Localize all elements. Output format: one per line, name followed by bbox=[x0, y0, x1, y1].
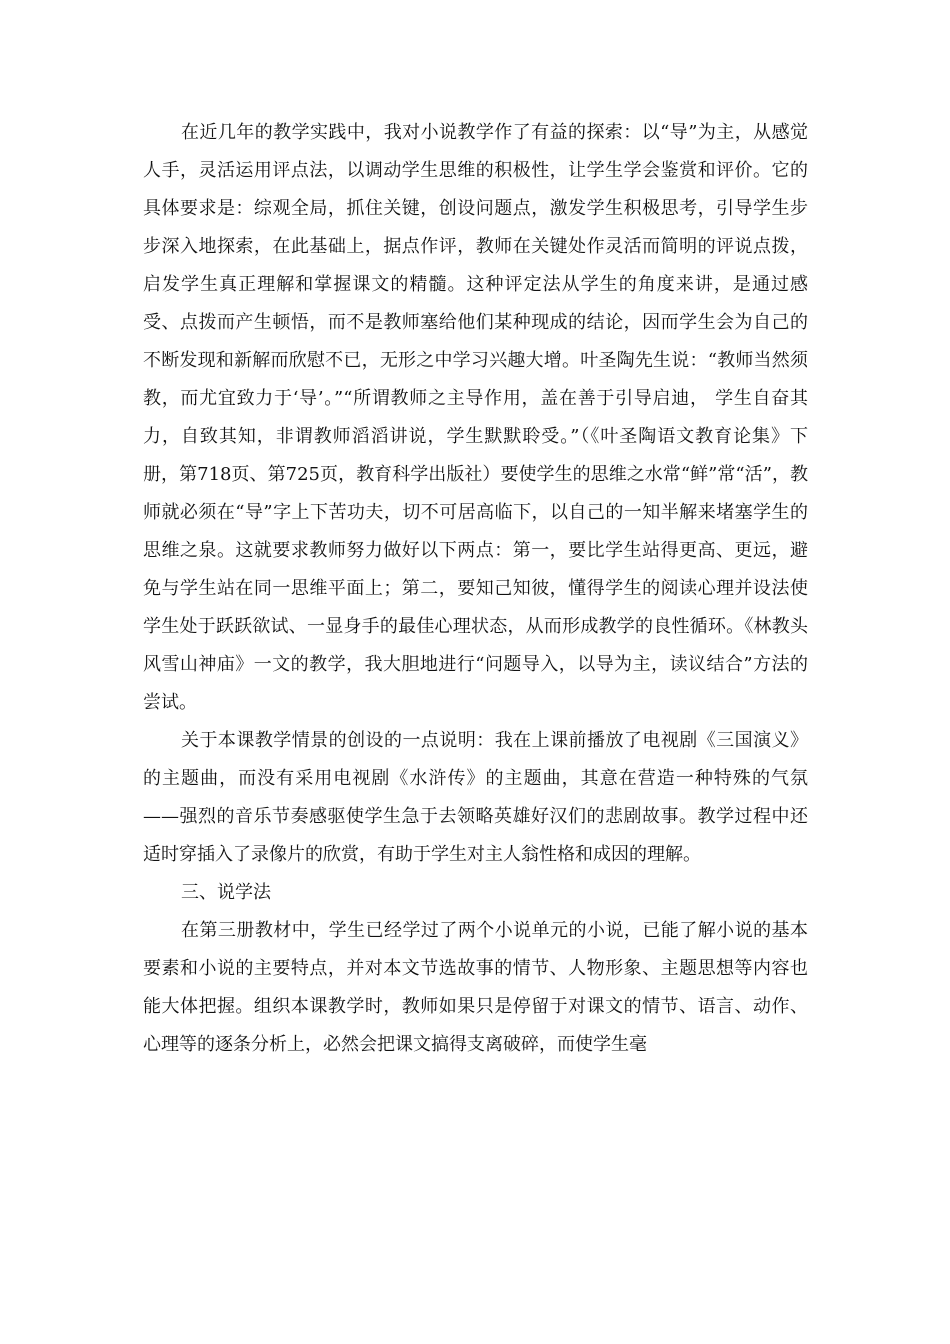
paragraph-scene-creation: 关于本课教学情景的创设的一点说明：我在上课前播放了电视剧《三国演义》的主题曲，而没有采用电视剧《水浒传》的主题曲，其意在营造一种特殊的气氛——强烈的音乐节奏感驱使学生急于去领略英雄好汉们的悲剧故事。教学过程中还适时穿插入了录像片的欣赏，有助于学生对主人翁性格和成因的理解。 bbox=[143, 730, 808, 865]
section-heading-learning-method: 三、说学法 bbox=[181, 882, 271, 903]
paragraph-teaching-practice: 在近几年的教学实践中，我对小说教学作了有益的探索：以“导”为主，从感觉人手，灵活运用评点法，以调动学生思维的积极性，让学生学会鉴赏和评价。它的具体要求是：综观全局，抓住关键，创设问题点，激发学生积极思考，引导学生步步深入地探索，在此基础上，据点作评，教师在关键处作灵活而简明的评说点拨，启发学生真正理解和掌握课文的精髓。这种评定法从学生的角度来讲，是通过感受、点拨而产生顿悟，而不是教师塞给他们某种现成的结论，因而学生会为自己的不断发现和新解而欣慰不已，无形之中学习兴趣大增。叶圣陶先生说：“教师当然须教，而尤宜致力于‘导’。”“所谓教师之主导作用，盖在善于引导启迪， 学生自奋其力，自致其知，非谓教师滔滔讲说，学生默默聆受。”（《叶圣陶语文教育论集》下册，第718页、第725页，教育科学出版社）要使学生的思维之水常“鲜”常“活”，教师就必须在“导”字上下苦功夫，切不可居高临下，以自己的一知半解来堵塞学生的思维之泉。这就要求教师努力做好以下两点：第一，要比学生站得更高、更远，避免与学生站在同一思维平面上；第二，要知己知彼，懂得学生的阅读心理并设法使学生处于跃跃欲试、一显身手的最佳心理状态，从而形成教学的良性循环。《林教头风雪山神庙》一文的教学，我大胆地进行“问题导入，以导为主，读议结合”方法的尝试。 bbox=[143, 122, 808, 713]
document-body bbox=[143, 114, 808, 1064]
paragraph-learning-method: 在第三册教材中，学生已经学过了两个小说单元的小说，已能了解小说的基本要素和小说的主要特点，并对本文节选故事的情节、人物形象、主题思想等内容也能大体把握。组织本课教学时，教师如果只是停留于对课文的情节、语言、动作、心理等的逐条分析上，必然会把课文搞得支离破碎，而使学生毫 bbox=[143, 920, 808, 1055]
